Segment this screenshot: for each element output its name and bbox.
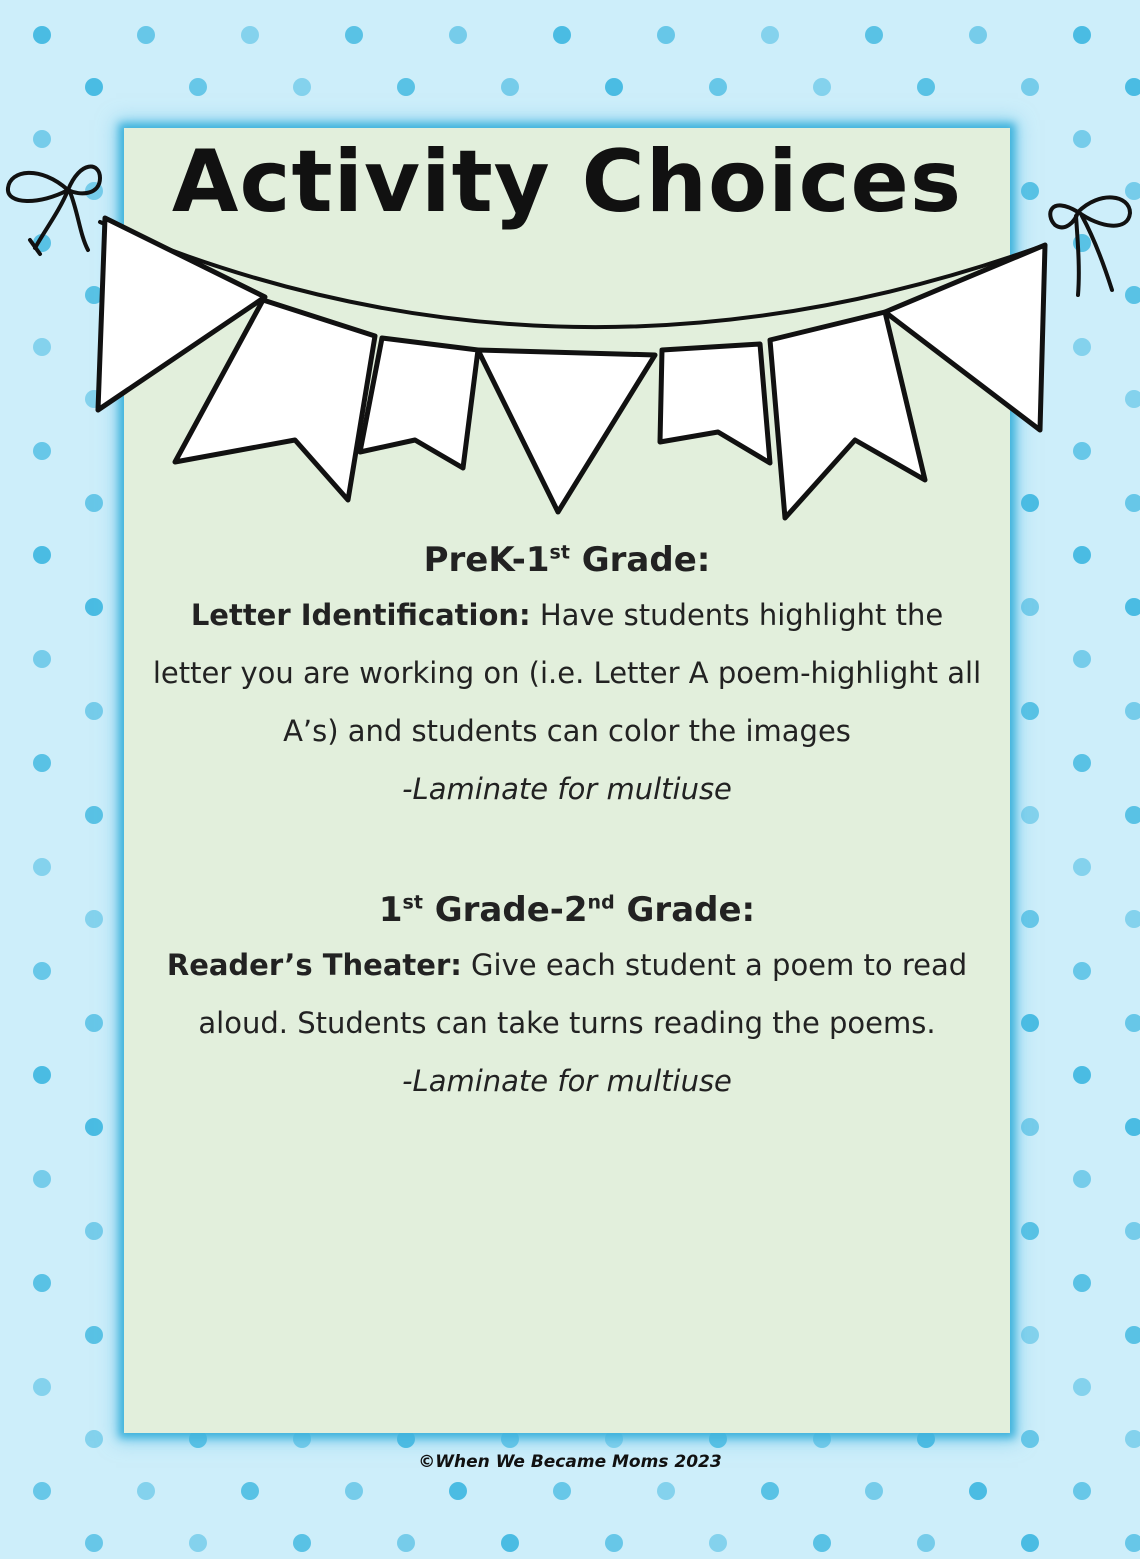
section-prek-1st bbox=[124, 540, 1010, 818]
polka-dot bbox=[1125, 1534, 1140, 1552]
polka-dot bbox=[813, 78, 831, 96]
polka-dot bbox=[657, 1482, 675, 1500]
laminate-note: -Laminate for multiuse bbox=[402, 772, 732, 806]
polka-dot bbox=[1125, 1014, 1140, 1032]
polka-dot bbox=[1073, 754, 1091, 772]
polka-dot bbox=[1073, 1274, 1091, 1292]
polka-dot bbox=[1073, 546, 1091, 564]
section-heading: 1st Grade-2nd Grade: bbox=[378, 890, 756, 930]
polka-dot bbox=[917, 1534, 935, 1552]
polka-dot bbox=[293, 78, 311, 96]
activity-description bbox=[147, 936, 987, 1052]
polka-dot bbox=[85, 1118, 103, 1136]
laminate-note: -Laminate for multiuse bbox=[402, 1064, 732, 1098]
polka-dot bbox=[85, 1430, 103, 1448]
polka-dot bbox=[657, 26, 675, 44]
polka-dot bbox=[1021, 1222, 1039, 1240]
polka-dot bbox=[1021, 598, 1039, 616]
polka-dot bbox=[33, 1378, 51, 1396]
polka-dot bbox=[865, 26, 883, 44]
polka-dot bbox=[1073, 26, 1091, 44]
polka-dot bbox=[189, 78, 207, 96]
polka-dot bbox=[1125, 1222, 1140, 1240]
copyright-footer: ©When We Became Moms 2023 bbox=[418, 1452, 722, 1472]
polka-dot bbox=[33, 1274, 51, 1292]
polka-dot bbox=[1125, 806, 1140, 824]
polka-dot bbox=[1021, 1430, 1039, 1448]
polka-dot bbox=[969, 1482, 987, 1500]
polka-dot bbox=[1125, 702, 1140, 720]
page-title: Activity Choices bbox=[171, 132, 963, 232]
ribbon-bow-icon bbox=[8, 167, 100, 254]
polka-dot bbox=[1125, 910, 1140, 928]
polka-dot bbox=[449, 26, 467, 44]
polka-dot bbox=[33, 130, 51, 148]
polka-dot bbox=[605, 78, 623, 96]
polka-dot bbox=[85, 78, 103, 96]
polka-dot bbox=[1073, 1170, 1091, 1188]
polka-dot bbox=[85, 1014, 103, 1032]
activity-text: Give each student a poem to read aloud. Students can take turns reading the poems. bbox=[198, 948, 968, 1040]
polka-dot bbox=[1021, 78, 1039, 96]
polka-dot bbox=[1125, 78, 1140, 96]
polka-dot bbox=[345, 1482, 363, 1500]
polka-dot bbox=[189, 1534, 207, 1552]
polka-dot bbox=[709, 78, 727, 96]
polka-dot bbox=[553, 26, 571, 44]
polka-dot bbox=[709, 1534, 727, 1552]
polka-dot bbox=[1021, 1326, 1039, 1344]
polka-dot bbox=[293, 1534, 311, 1552]
polka-dot bbox=[605, 1534, 623, 1552]
section-1st-2nd bbox=[124, 890, 1010, 1110]
polka-dot bbox=[33, 1170, 51, 1188]
polka-dot bbox=[1021, 806, 1039, 824]
polka-dot bbox=[1073, 1482, 1091, 1500]
polka-dot bbox=[397, 78, 415, 96]
polka-dot bbox=[1021, 1014, 1039, 1032]
polka-dot bbox=[1125, 1326, 1140, 1344]
polka-dot bbox=[1021, 1118, 1039, 1136]
polka-dot bbox=[137, 1482, 155, 1500]
polka-dot bbox=[345, 26, 363, 44]
polka-dot bbox=[33, 1482, 51, 1500]
activity-label: Letter Identification: bbox=[190, 598, 531, 632]
polka-dot bbox=[397, 1534, 415, 1552]
polka-dot bbox=[85, 910, 103, 928]
polka-dot bbox=[1073, 962, 1091, 980]
polka-dot bbox=[85, 1326, 103, 1344]
section-heading: PreK-1st Grade: bbox=[423, 540, 711, 580]
polka-dot bbox=[33, 650, 51, 668]
polka-dot bbox=[1073, 1066, 1091, 1084]
bunting-banner-icon bbox=[0, 150, 1140, 530]
polka-dot bbox=[1125, 1430, 1140, 1448]
polka-dot bbox=[33, 754, 51, 772]
polka-dot bbox=[1021, 910, 1039, 928]
polka-dot bbox=[1021, 702, 1039, 720]
polka-dot bbox=[501, 78, 519, 96]
polka-dot bbox=[761, 26, 779, 44]
polka-dot bbox=[33, 26, 51, 44]
activity-label: Reader’s Theater: bbox=[166, 948, 462, 982]
polka-dot bbox=[1073, 1378, 1091, 1396]
ribbon-bow-icon bbox=[1050, 197, 1130, 295]
polka-dot bbox=[1125, 598, 1140, 616]
polka-dot bbox=[1073, 650, 1091, 668]
polka-dot bbox=[501, 1534, 519, 1552]
polka-dot bbox=[85, 702, 103, 720]
polka-dot bbox=[85, 1222, 103, 1240]
polka-dot bbox=[1073, 858, 1091, 876]
polka-dot bbox=[1021, 1534, 1039, 1552]
polka-dot bbox=[813, 1534, 831, 1552]
activity-description bbox=[152, 586, 982, 760]
polka-dot bbox=[85, 806, 103, 824]
polka-dot bbox=[241, 26, 259, 44]
polka-dot bbox=[553, 1482, 571, 1500]
polka-dot bbox=[241, 1482, 259, 1500]
polka-dot bbox=[917, 78, 935, 96]
activity-text: Have students highlight the letter you are working on (i.e. Letter A poem-highlight all A’s) and students can color the images bbox=[152, 598, 982, 748]
polka-dot bbox=[1125, 1118, 1140, 1136]
polka-dot bbox=[761, 1482, 779, 1500]
polka-dot bbox=[865, 1482, 883, 1500]
polka-dot bbox=[85, 1534, 103, 1552]
polka-dot bbox=[85, 598, 103, 616]
polka-dot bbox=[137, 26, 155, 44]
polka-dot bbox=[449, 1482, 467, 1500]
polka-dot bbox=[33, 858, 51, 876]
polka-dot bbox=[33, 1066, 51, 1084]
polka-dot bbox=[33, 546, 51, 564]
polka-dot bbox=[969, 26, 987, 44]
polka-dot bbox=[1073, 130, 1091, 148]
polka-dot bbox=[33, 962, 51, 980]
